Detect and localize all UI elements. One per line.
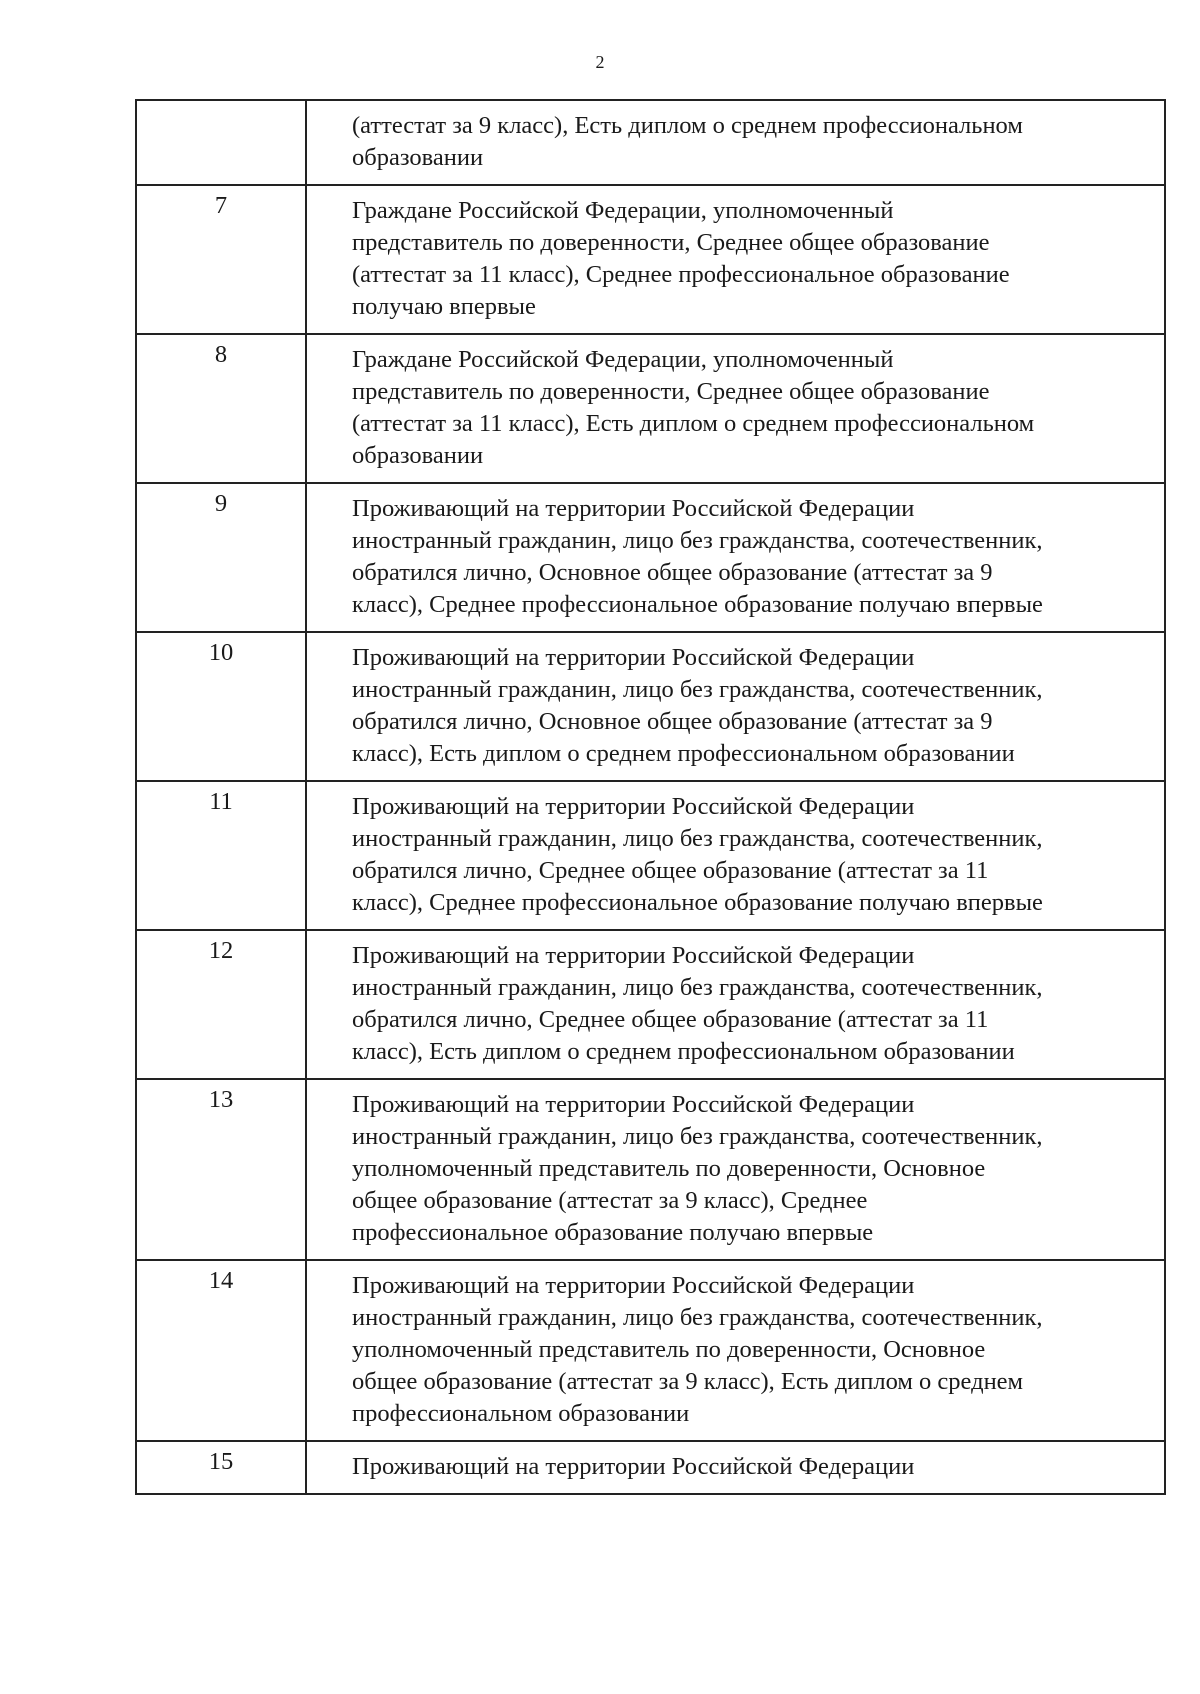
row-number: 14 bbox=[136, 1260, 306, 1441]
row-description: Граждане Российской Федерации, уполномоченный представитель по доверенности, Среднее общее образование (аттестат за 11 класс), Есть диплом о среднем профессиональном образовании bbox=[306, 334, 1165, 483]
row-number: 10 bbox=[136, 632, 306, 781]
row-description: Проживающий на территории Российской Федерации иностранный гражданин, лицо без гражданства, соотечественник, обратился лично, Основное общее образование (аттестат за 9 класс), Среднее профессиональное образование получаю впервые bbox=[306, 483, 1165, 632]
table-row bbox=[136, 334, 1165, 483]
table-row bbox=[136, 930, 1165, 1079]
table-row bbox=[136, 185, 1165, 334]
row-number: 13 bbox=[136, 1079, 306, 1260]
table-row bbox=[136, 100, 1165, 185]
row-description: Проживающий на территории Российской Федерации иностранный гражданин, лицо без гражданства, соотечественник, уполномоченный представитель по доверенности, Основное общее образование (аттестат за 9 класс), Среднее профессиональное образование получаю впервые bbox=[306, 1079, 1165, 1260]
page-number: 2 bbox=[595, 52, 605, 72]
row-number bbox=[136, 100, 306, 185]
row-description: Проживающий на территории Российской Федерации иностранный гражданин, лицо без гражданства, соотечественник, обратился лично, Среднее общее образование (аттестат за 11 класс), Среднее профессиональное образование получаю впервые bbox=[306, 781, 1165, 930]
row-description: Проживающий на территории Российской Федерации bbox=[306, 1441, 1165, 1494]
table-row bbox=[136, 483, 1165, 632]
table-row bbox=[136, 781, 1165, 930]
row-description: Проживающий на территории Российской Федерации иностранный гражданин, лицо без гражданства, соотечественник, обратился лично, Среднее общее образование (аттестат за 11 класс), Есть диплом о среднем профессиональном образовании bbox=[306, 930, 1165, 1079]
row-description: Граждане Российской Федерации, уполномоченный представитель по доверенности, Среднее общее образование (аттестат за 11 класс), Среднее профессиональное образование получаю впервые bbox=[306, 185, 1165, 334]
row-number: 11 bbox=[136, 781, 306, 930]
applicant-categories-table bbox=[135, 99, 1166, 1495]
row-description: Проживающий на территории Российской Федерации иностранный гражданин, лицо без гражданства, соотечественник, уполномоченный представитель по доверенности, Основное общее образование (аттестат за 9 класс), Есть диплом о среднем профессиональном образовании bbox=[306, 1260, 1165, 1441]
row-number: 8 bbox=[136, 334, 306, 483]
table-row bbox=[136, 1079, 1165, 1260]
row-description: Проживающий на территории Российской Федерации иностранный гражданин, лицо без гражданства, соотечественник, обратился лично, Основное общее образование (аттестат за 9 класс), Есть диплом о среднем профессиональном образовании bbox=[306, 632, 1165, 781]
row-number: 7 bbox=[136, 185, 306, 334]
row-description: (аттестат за 9 класс), Есть диплом о среднем профессиональном образовании bbox=[306, 100, 1165, 185]
table-row bbox=[136, 1441, 1165, 1494]
row-number: 12 bbox=[136, 930, 306, 1079]
row-number: 9 bbox=[136, 483, 306, 632]
row-number: 15 bbox=[136, 1441, 306, 1494]
table-row bbox=[136, 1260, 1165, 1441]
table-row bbox=[136, 632, 1165, 781]
